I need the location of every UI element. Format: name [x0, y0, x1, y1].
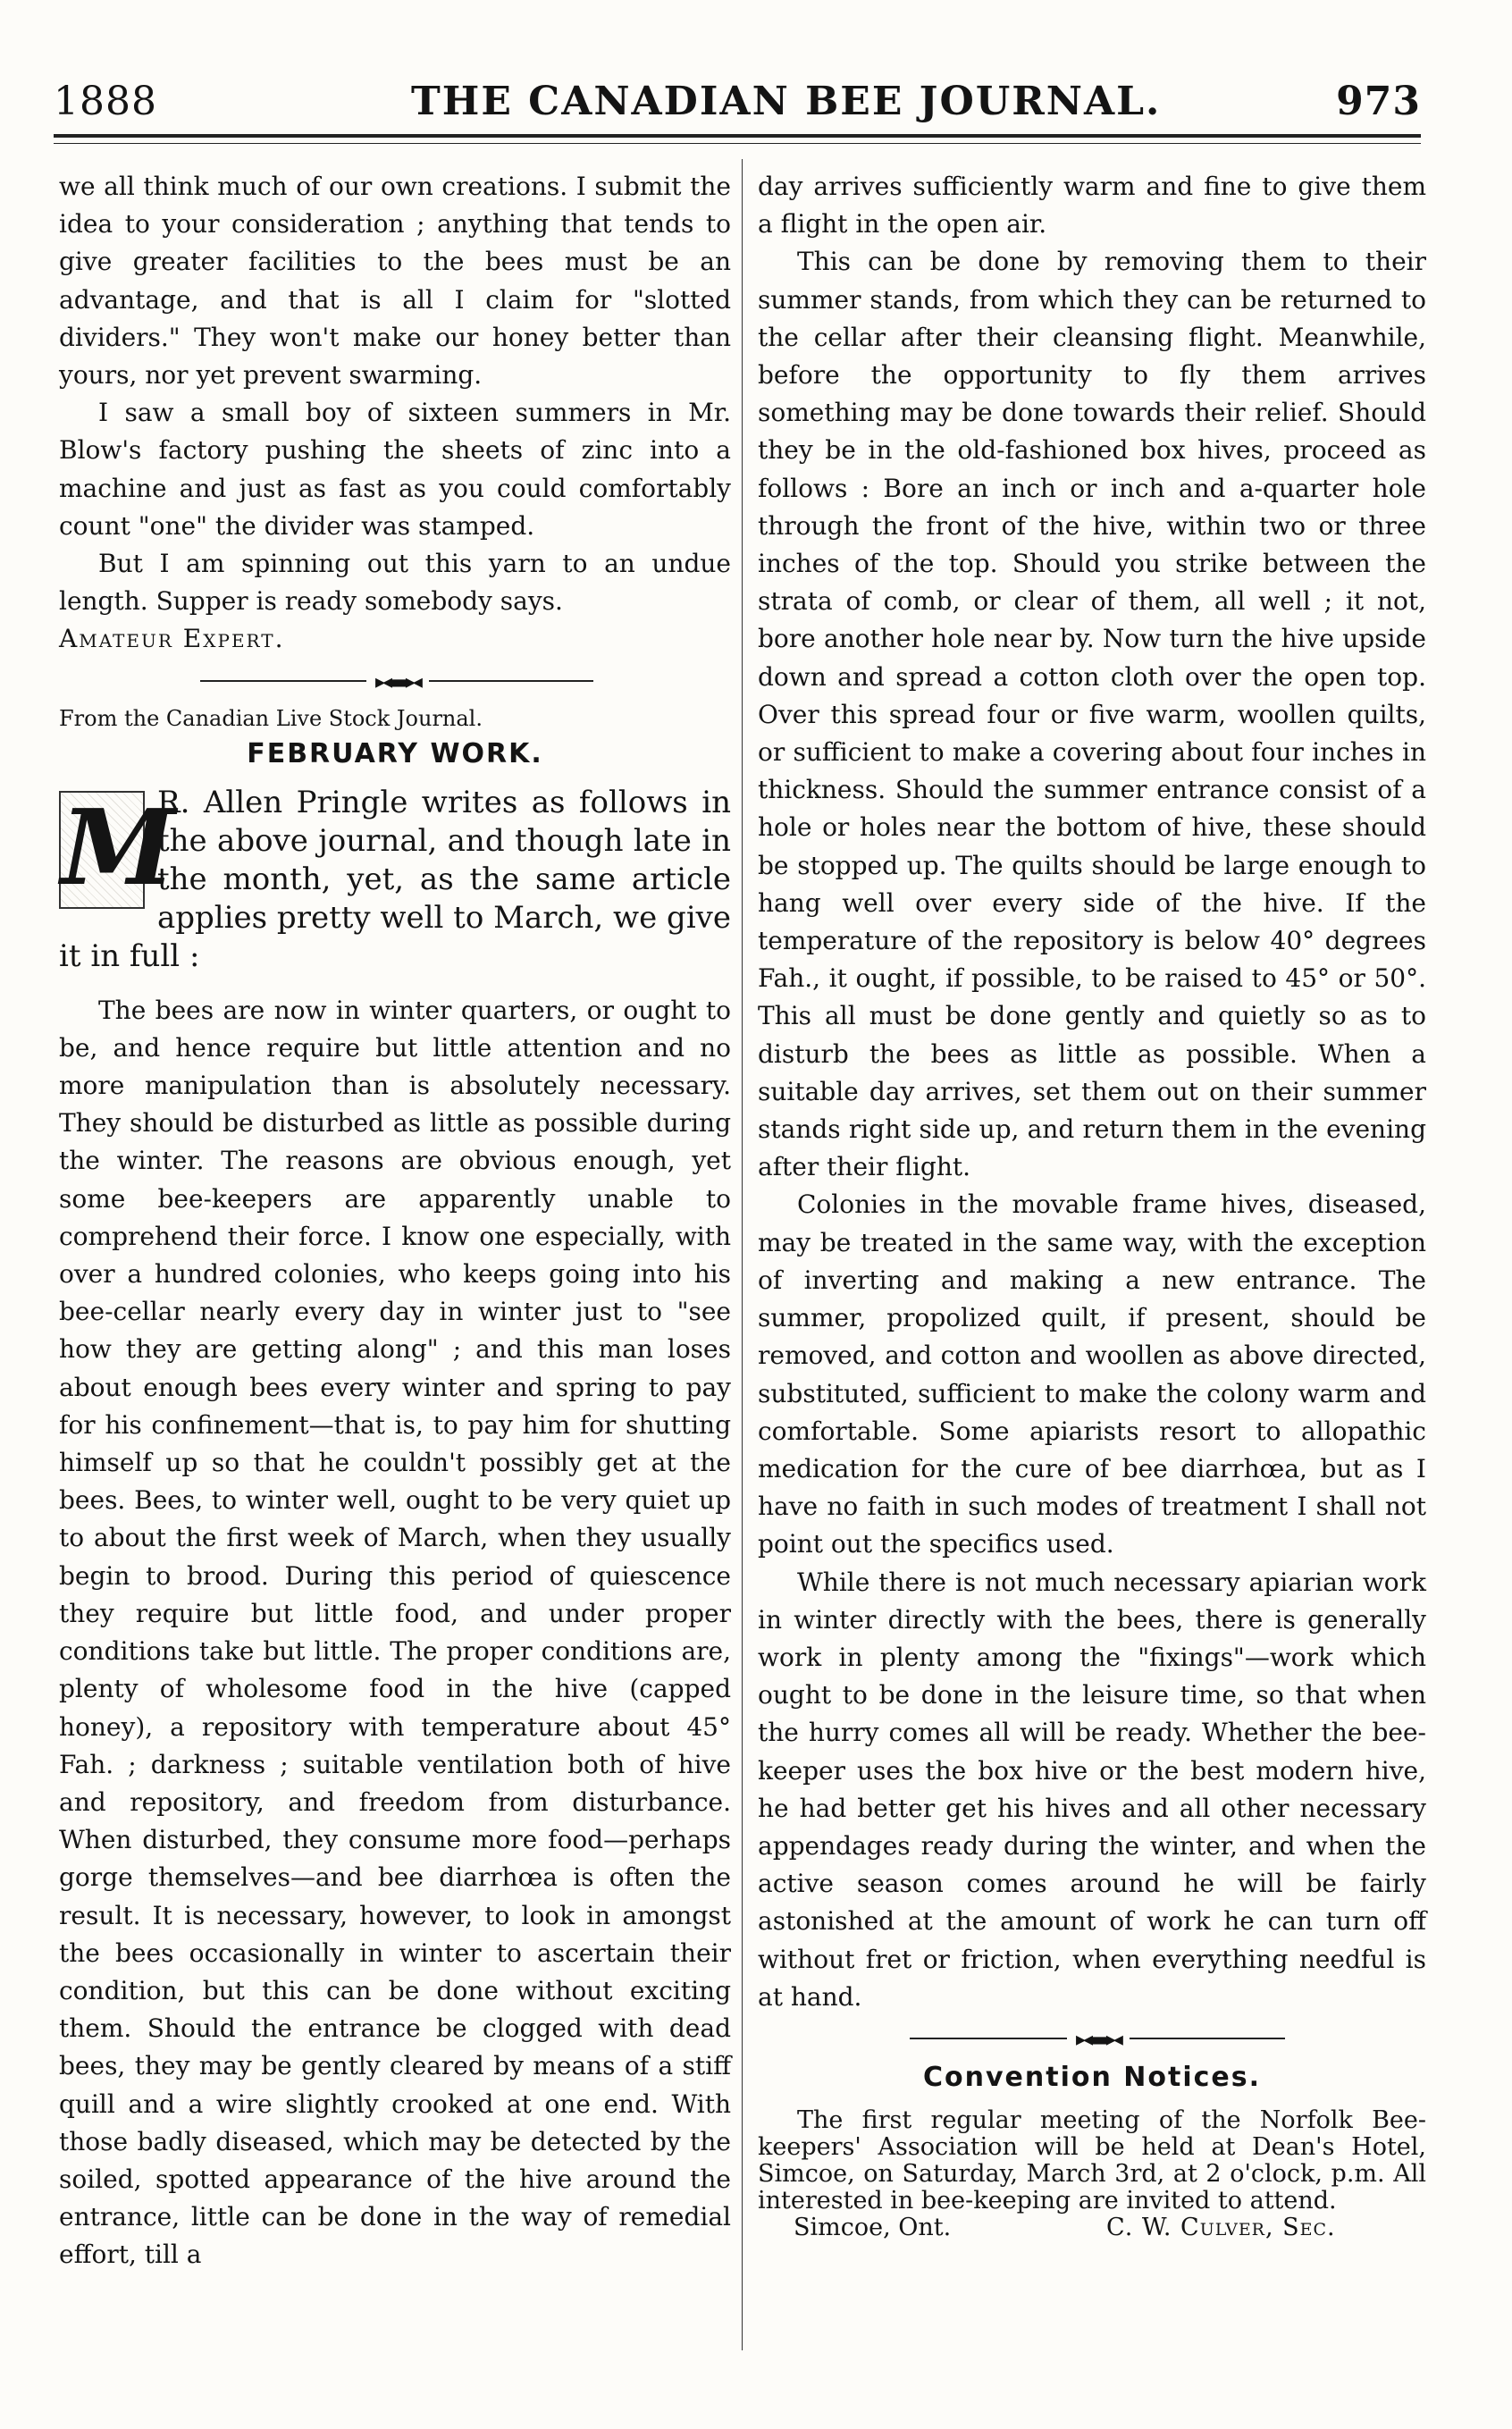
notice-place: Simcoe, Ont. [794, 2213, 952, 2241]
right-paragraph-2: This can be done by removing them to their summer stands, from which they can be returned to the cellar after their cleansing flight. Meanwhile, before the opportunity to fly them arrives something may be done towards their relief. Should they be in the old-fashioned box hives, proceed as follows : Bore an inch or inch and a-quarter hole through the front of the hive, within two or three inches of the top. Should you strike between the strata of comb, or clear of them, all well ; it not, bore another hole near by. Now turn the hive upside down and spread a cotton cloth over the open top. Over this spread four or five warm, woollen quilts, or sufficient to make a covering about four inches in thickness. Should the summer entrance consist of a hole or holes near the bottom of hive, these should be stopped up. The quilts should be large enough to hang well over every side of the hive. If the temperature of the repository is below 40° degrees Fah., it ought, if possible, to be raised to 45° or 50°. This all must be done gently and quietly so as to disturb the bees as little as possible. When a suitable day arrives, set them out on their summer stands right side up, and return them in the evening after their flight. [758, 247, 1426, 1182]
section-ornament-right [758, 2023, 1426, 2054]
notice-secretary: C. W. Culver, Sec. [1106, 2213, 1336, 2241]
running-head [54, 71, 1421, 134]
article-intro [59, 784, 731, 976]
convention-heading: Convention Notices. [922, 2061, 1261, 2093]
column-divider [742, 159, 743, 2350]
right-paragraph-1: day arrives sufficiently warm and fine to give them a flight in the open air. [758, 172, 1426, 240]
right-column [758, 168, 1426, 2243]
source-credit: From the Canadian Live Stock Journal. [59, 705, 483, 731]
right-paragraph-4: While there is not much necessary apiarian work in winter directly with the bees, there is generally work in plenty among the "fixings"—work which ought to be done in the leisure time, so that when the hurry comes all will be ready. Whether the bee-keeper uses the box hive or the best modern hive, he had better get his hives and all other necessary appendages ready during the winter, and when the active season comes around he will be fairly astonished at the amount of work he can turn off without fret or friction, when everything needful is at hand. [758, 1567, 1426, 2012]
drop-cap-m: M [61, 786, 176, 909]
ornament-glyph: ▸◂▬▸◂ [1067, 2021, 1130, 2059]
notice-signature [758, 2215, 1426, 2243]
left-paragraph-2: I saw a small boy of sixteen summers in Mr. Blow's factory pushing the sheets of zinc into a machine and just as fast as you could comfortably count "one" the divider was stamped. [59, 398, 731, 541]
ornament-glyph: ▸◂▬▸◂ [366, 664, 429, 702]
left-paragraph-4: The bees are now in winter quarters, or ought to be, and hence require but little attention and no more manipulation than is absolutely necessary. They should be disturbed as little as possible during the winter. The reasons are obvious enough, yet some bee-keepers are apparently unable to comprehend their force. I know one especially, with over a hundred colonies, who keeps going into his bee-cellar nearly every day in winter just to "see how they are getting along" ; and this man loses about enough bees every winter and spring to pay for his confinement—that is, to pay him for shutting himself up so that he couldn't possibly get at the bees. Bees, to winter well, ought to be very quiet up to about the first week of March, when they usually begin to brood. During this period of quiescence they require but little food, and under proper conditions take but little. The proper conditions are, plenty of wholesome food in the hive (capped honey), a repository with temperature about 45° Fah. ; darkness ; suitable ventilation both of hive and repository, and freedom from disturbance. When disturbed, they consume more food—perhaps gorge themselves—and bee diarrhœa is often the result. It is necessary, however, to look in amongst the bees occasionally in winter to ascertain their condition, but this can be done without exciting them. Should the entrance be clogged with dead bees, they may be gently cleared by means of a stiff quill and a wire slightly crooked at one end. With those badly diseased, which may be detected by the soiled, spotted appearance of the hive around the entrance, little can be done in the way of remedial effort, till a [59, 995, 731, 2270]
right-paragraph-3: Colonies in the movable frame hives, diseased, may be treated in the same way, with the exception of inverting and making a new entrance. The summer, propolized quilt, if present, should be removed, and cotton and woollen as above directed, substituted, sufficient to make the colony warm and comfortable. Some apiarists resort to allopathic medication for the cure of bee diarrhœa, but as I have no faith in such modes of treatment I shall not point out the specifics used. [758, 1189, 1426, 1559]
page-number: 973 [1336, 79, 1421, 124]
header-rule-thin [54, 143, 1421, 144]
header-year: 1888 [54, 79, 157, 124]
journal-title: THE CANADIAN BEE JOURNAL. [411, 79, 1162, 124]
spacer [59, 976, 731, 992]
left-paragraph-1: we all think much of our own creations. I submit the idea to your consideration ; anything that tends to give greater facilities to the bees must be an advantage, and that is all I claim for "slotted dividers." They won't make our honey better than yours, nor yet prevent swarming. [59, 172, 731, 391]
left-column [59, 168, 731, 2274]
signature-amateur-expert: Amateur Expert. [59, 624, 285, 654]
left-paragraph-3: But I am spinning out this yarn to an undue length. Supper is ready somebody says. [59, 549, 731, 617]
intro-text: R. Allen Pringle writes as follows in the above journal, and though late in the month, yet, as the same article applies pretty well to March, we give it in full : [59, 784, 732, 974]
convention-notice: The first regular meeting of the Norfolk Bee-keepers' Association will be held at Dean's Hotel, Simcoe, on Saturday, March 3rd, at 2 o'clock, p.m. All interested in bee-keeping are invited to attend. [758, 2105, 1426, 2215]
section-ornament [59, 666, 731, 696]
article-heading: FEBRUARY WORK. [247, 737, 543, 769]
header-rule-thick [54, 134, 1421, 138]
